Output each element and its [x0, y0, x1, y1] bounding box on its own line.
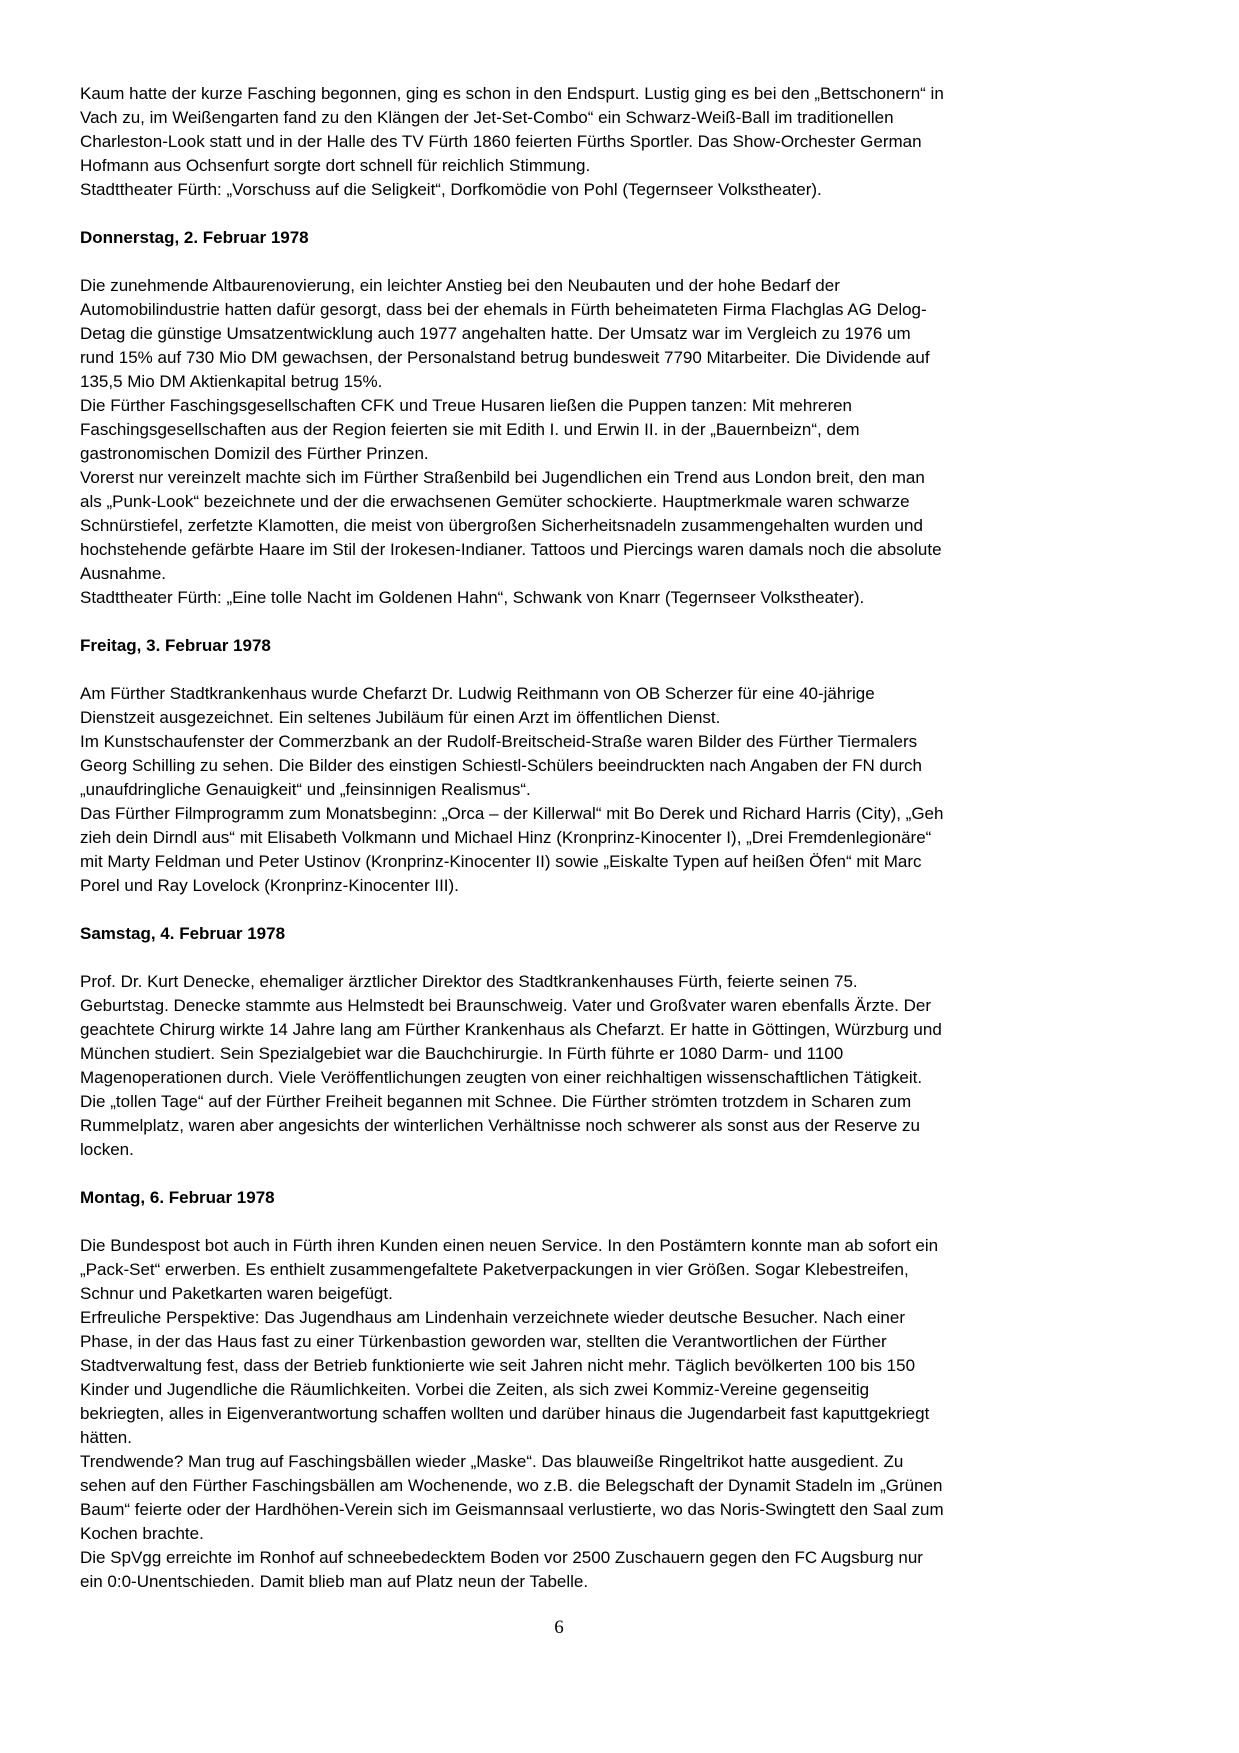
- section-heading: Montag, 6. Februar 1978: [80, 1188, 275, 1207]
- text-line: „Pack-Set“ erwerben. Es enthielt zusammengefaltete Paketverpackungen in vier Größen. Sogar Klebestreifen,: [80, 1260, 909, 1279]
- text-line: 135,5 Mio DM Aktienkapital betrug 15%.: [80, 372, 383, 391]
- spacer-line: [80, 202, 1038, 226]
- text-line: bekriegten, alles in Eigenverantwortung schaffen wollten und darüber hinaus die Jugendarbeit fast kaputtgekriegt: [80, 1404, 930, 1423]
- spacer-line: [80, 658, 1038, 682]
- text-line: Kinder und Jugendliche die Räumlichkeiten. Vorbei die Zeiten, als sich zwei Kommiz-Vereine gegenseitig: [80, 1380, 870, 1399]
- text-line: zieh dein Dirndl aus“ mit Elisabeth Volkmann und Michael Hinz (Kronprinz-Kinocenter I), „Drei Fremdenlegionäre“: [80, 828, 932, 847]
- text-line: Magenoperationen durch. Viele Veröffentlichungen zeugten von einer reichhaltigen wissenschaftlichen Tätigkeit.: [80, 1068, 923, 1087]
- text-line: Vorerst nur vereinzelt machte sich im Fürther Straßenbild bei Jugendlichen ein Trend aus London breit, den man: [80, 468, 925, 487]
- text-line: Baum“ feierte oder der Hardhöhen-Verein sich im Geismannsaal verlustierte, wo das Noris-Swingtett den Saal zum: [80, 1500, 944, 1519]
- text-line: Die „tollen Tage“ auf der Fürther Freiheit begannen mit Schnee. Die Fürther strömten trotzdem in Scharen zum: [80, 1092, 912, 1111]
- page-number: 6: [554, 1617, 564, 1638]
- text-line: „unaufdringliche Genauigkeit“ und „feinsinnigen Realismus“.: [80, 780, 531, 799]
- spacer-line: [80, 1210, 1038, 1234]
- text-line: ein 0:0-Unentschieden. Damit blieb man auf Platz neun der Tabelle.: [80, 1572, 589, 1591]
- text-line: gastronomischen Domizil des Fürther Prinzen.: [80, 444, 429, 463]
- text-line: Charleston-Look statt und in der Halle des TV Fürth 1860 feierten Fürths Sportler. Das Show-Orchester German: [80, 132, 922, 151]
- spacer-line: [80, 250, 1038, 274]
- text-line: Geburtstag. Denecke stammte aus Helmstedt bei Braunschweig. Vater und Großvater waren ebenfalls Ärzte. Der: [80, 996, 932, 1015]
- text-line: Das Fürther Filmprogramm zum Monatsbeginn: „Orca – der Killerwal“ mit Bo Derek und Richard Harris (City), „Geh: [80, 804, 944, 823]
- text-line: sehen auf den Fürther Faschingsbällen am Wochenende, wo z.B. die Belegschaft der Dynamit Stadeln im „Grünen: [80, 1476, 943, 1495]
- text-line: Kaum hatte der kurze Fasching begonnen, ging es schon in den Endspurt. Lustig ging es bei den „Bettschonern“ in: [80, 84, 944, 103]
- text-line: hätten.: [80, 1428, 132, 1447]
- text-line: Kochen brachte.: [80, 1524, 204, 1543]
- spacer-line: [80, 898, 1038, 922]
- text-line: Phase, in der das Haus fast zu einer Türkenbastion geworden war, stellten die Verantwortlichen der Fürther: [80, 1332, 887, 1351]
- text-line: Stadttheater Fürth: „Vorschuss auf die Seligkeit“, Dorfkomödie von Pohl (Tegernseer Volkstheater).: [80, 180, 822, 199]
- text-line: hochstehende gefärbte Haare im Stil der Irokesen-Indianer. Tattoos und Piercings waren damals noch die absolute: [80, 540, 942, 559]
- text-line: Am Fürther Stadtkrankenhaus wurde Chefarzt Dr. Ludwig Reithmann von OB Scherzer für eine 40-jährige: [80, 684, 875, 703]
- text-line: Ausnahme.: [80, 564, 166, 583]
- text-line: Schnur und Paketkarten waren beigefügt.: [80, 1284, 393, 1303]
- text-line: Die Bundespost bot auch in Fürth ihren Kunden einen neuen Service. In den Postämtern konnte man ab sofort ein: [80, 1236, 939, 1255]
- text-line: locken.: [80, 1140, 134, 1159]
- text-line: Automobilindustrie hatten dafür gesorgt, dass bei der ehemals in Fürth beheimateten Firma Flachglas AG Delog-: [80, 300, 927, 319]
- spacer-line: [80, 1162, 1038, 1186]
- spacer-line: [80, 610, 1038, 634]
- section-heading: Samstag, 4. Februar 1978: [80, 924, 286, 943]
- text-line: Vach zu, im Weißengarten fand zu den Klängen der Jet-Set-Combo“ ein Schwarz-Weiß-Ball im traditionellen: [80, 108, 894, 127]
- text-line: Faschingsgesellschaften aus der Region feierten sie mit Edith I. und Erwin II. in der „Bauernbeizn“, dem: [80, 420, 860, 439]
- text-line: geachtete Chirurg wirkte 14 Jahre lang am Fürther Krankenhaus als Chefarzt. Er hatte in Göttingen, Würzburg und: [80, 1020, 942, 1039]
- text-line: als „Punk-Look“ bezeichnete und der die erwachsenen Gemüter schockierte. Hauptmerkmale waren schwarze: [80, 492, 910, 511]
- text-line: Hofmann aus Ochsenfurt sorgte dort schnell für reichlich Stimmung.: [80, 156, 591, 175]
- document-body: [80, 82, 1038, 1594]
- text-line: rund 15% auf 730 Mio DM gewachsen, der Personalstand betrug bundesweit 7790 Mitarbeiter. Die Dividende auf: [80, 348, 930, 367]
- text-line: Die SpVgg erreichte im Ronhof auf schneebedecktem Boden vor 2500 Zuschauern gegen den FC Augsburg nur: [80, 1548, 923, 1567]
- text-line: Im Kunstschaufenster der Commerzbank an der Rudolf-Breitscheid-Straße waren Bilder des Fürther Tiermalers: [80, 732, 918, 751]
- text-line: München studiert. Sein Spezialgebiet war die Bauchchirurgie. In Fürth führte er 1080 Darm- und 1100: [80, 1044, 844, 1063]
- text-line: mit Marty Feldman und Peter Ustinov (Kronprinz-Kinocenter II) sowie „Eiskalte Typen auf heißen Öfen“ mit Marc: [80, 852, 922, 871]
- text-line: Stadttheater Fürth: „Eine tolle Nacht im Goldenen Hahn“, Schwank von Knarr (Tegernseer Volkstheater).: [80, 588, 865, 607]
- text-line: Porel und Ray Lovelock (Kronprinz-Kinocenter III).: [80, 876, 459, 895]
- text-line: Die Fürther Faschingsgesellschaften CFK und Treue Husaren ließen die Puppen tanzen: Mit mehreren: [80, 396, 853, 415]
- text-line: Erfreuliche Perspektive: Das Jugendhaus am Lindenhain verzeichnete wieder deutsche Besucher. Nach einer: [80, 1308, 905, 1327]
- text-line: Trendwende? Man trug auf Faschingsbällen wieder „Maske“. Das blauweiße Ringeltrikot hatte ausgedient. Zu: [80, 1452, 904, 1471]
- section-heading: Freitag, 3. Februar 1978: [80, 636, 271, 655]
- text-line: Prof. Dr. Kurt Denecke, ehemaliger ärztlicher Direktor des Stadtkrankenhauses Fürth, feierte seinen 75.: [80, 972, 858, 991]
- text-line: Detag die günstige Umsatzentwicklung auch 1977 angehalten hatte. Der Umsatz war im Vergleich zu 1976 um: [80, 324, 911, 343]
- text-line: Die zunehmende Altbaurenovierung, ein leichter Anstieg bei den Neubauten und der hohe Bedarf der: [80, 276, 840, 295]
- text-line: Stadtverwaltung fest, dass der Betrieb funktionierte wie seit Jahren nicht mehr. Täglich bevölkerten 100 bis 150: [80, 1356, 916, 1375]
- text-line: Dienstzeit ausgezeichnet. Ein seltenes Jubiläum für einen Arzt im öffentlichen Dienst.: [80, 708, 721, 727]
- spacer-line: [80, 946, 1038, 970]
- text-line: Rummelplatz, waren aber angesichts der winterlichen Verhältnisse noch schwerer als sonst aus der Reserve zu: [80, 1116, 921, 1135]
- section-heading: Donnerstag, 2. Februar 1978: [80, 228, 309, 247]
- text-line: Schnürstiefel, zerfetzte Klamotten, die meist von übergroßen Sicherheitsnadeln zusammengehalten wurden und: [80, 516, 923, 535]
- text-line: Georg Schilling zu sehen. Die Bilder des einstigen Schiestl-Schülers beeindruckten nach Angaben der FN durch: [80, 756, 922, 775]
